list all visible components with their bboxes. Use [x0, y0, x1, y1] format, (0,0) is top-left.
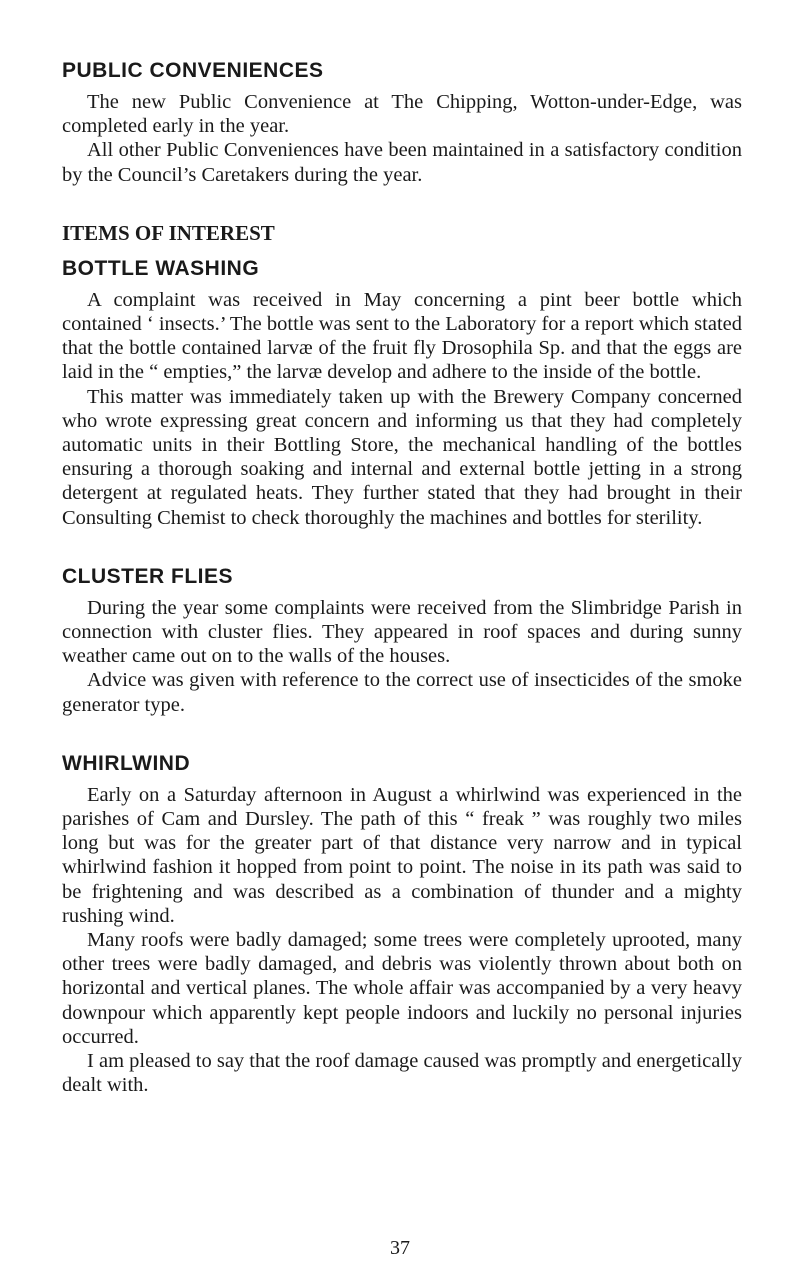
public-conveniences-paragraph-2: All other Public Conveniences have been maintained in a satisfactory condition by the Council’s Caretakers during the year.	[62, 139, 742, 186]
cluster-flies-paragraph-1: During the year some complaints were received from the Slimbridge Parish in connection with cluster flies. They appeared in roof spaces and during sunny weather came out on to the walls of the houses.	[62, 596, 742, 668]
public-conveniences-paragraph-1: The new Public Convenience at The Chipping, Wotton-under-Edge, was completed early in the year.	[62, 91, 742, 138]
cluster-flies-paragraph-2: Advice was given with reference to the correct use of insecticides of the smoke generator type.	[62, 669, 742, 716]
bottle-washing-paragraph-1: A complaint was received in May concerning a pint beer bottle which contained ‘ insects.’ The bottle was sent to the Laboratory for a report which stated that the bottle contained larvæ of the fruit fly Drosophila Sp. and that the eggs are laid in the “ empties,” the larvæ develop and adhere to the inside of the bottle.	[62, 288, 742, 384]
document-page	[62, 58, 742, 1098]
public-conveniences-heading: PUBLIC CONVENIENCES	[62, 59, 324, 82]
whirlwind-paragraph-2: Many roofs were badly damaged; some trees were completely uprooted, many other trees were badly damaged, and debris was violently thrown about both on horizontal and vertical planes. The whole affair was accompanied by a very heavy downpour which apparently kept people indoors and luckily no personal injuries occurred.	[62, 929, 742, 1048]
whirlwind-paragraph-1: Early on a Saturday afternoon in August a whirlwind was experienced in the parishes of Cam and Dursley. The path of this “ freak ” was roughly two miles long but was for the greater part of that distance very narrow and in typical whirlwind fashion it hopped from point to point. The noise in its path was said to be frightening and was described as a combination of thunder and a mighty rushing wind.	[62, 783, 742, 927]
items-of-interest-heading: ITEMS OF INTEREST	[62, 220, 275, 245]
page-number: 37	[390, 1237, 410, 1259]
whirlwind-heading: WHIRLWIND	[62, 751, 191, 775]
cluster-flies-heading: CLUSTER FLIES	[62, 564, 234, 588]
bottle-washing-paragraph-2: This matter was immediately taken up with the Brewery Company concerned who wrote expressing great concern and informing us that they had completely automatic units in their Bottling Store, the mechanical handling of the bottles ensuring a thorough soaking and internal and external bottle jetting in a strong detergent at regulated heats. They further stated that they had brought in their Consulting Chemist to check thoroughly the machines and bottles for sterility.	[62, 385, 742, 529]
bottle-washing-heading: BOTTLE WASHING	[62, 256, 260, 280]
whirlwind-paragraph-3: I am pleased to say that the roof damage caused was promptly and energetically dealt with.	[62, 1050, 742, 1097]
